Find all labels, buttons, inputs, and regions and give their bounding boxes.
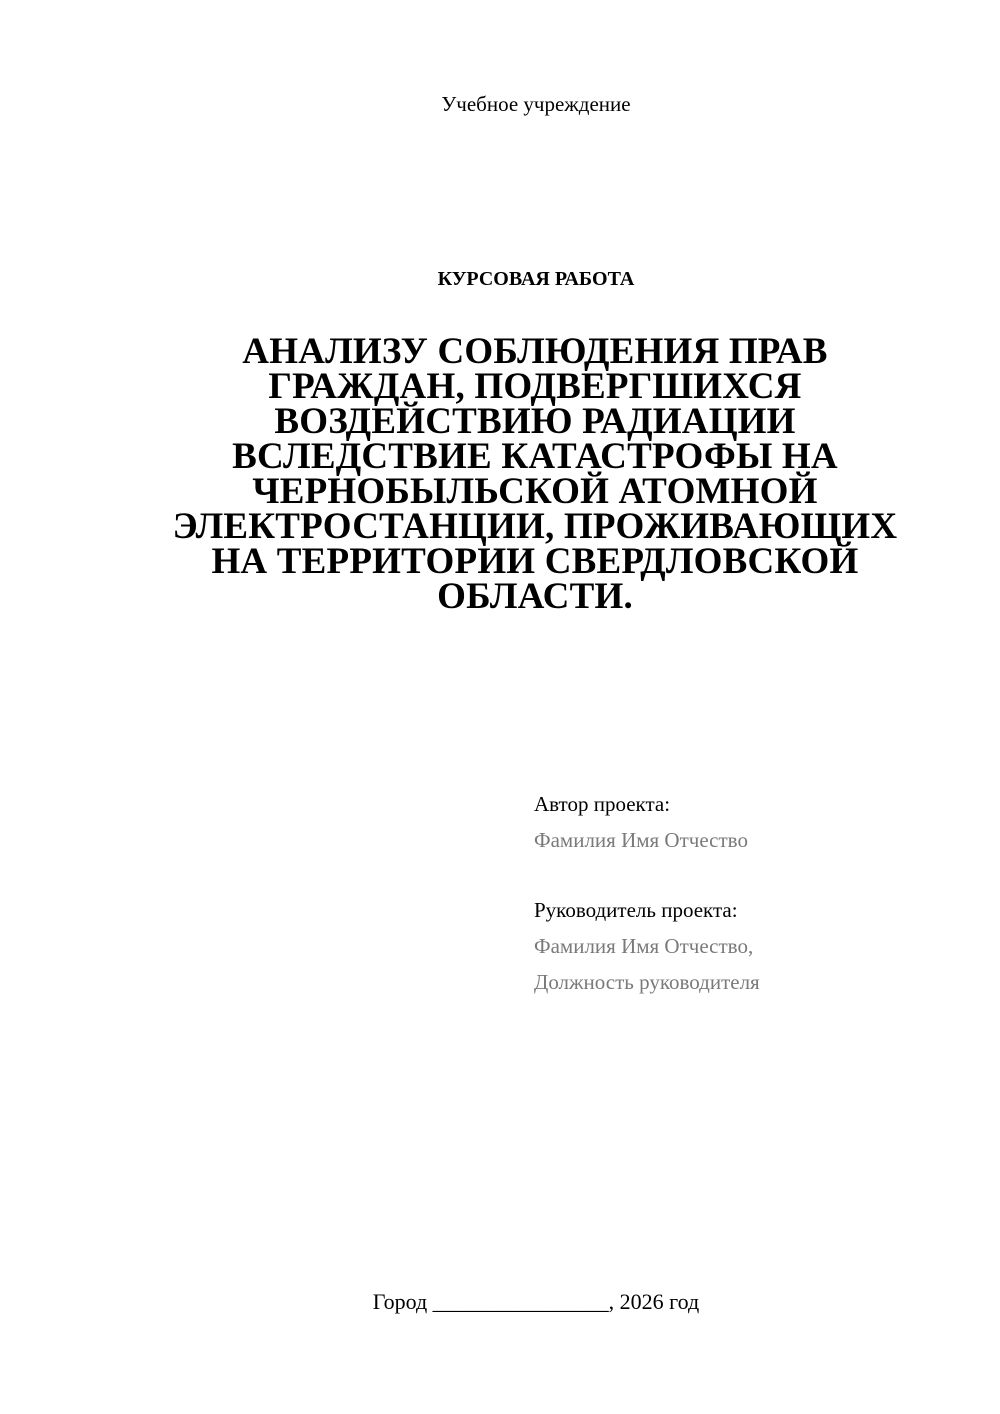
work-title-line: ОБЛАСТИ. [437,576,633,617]
author-name: Фамилия Имя Отчество [534,828,748,852]
work-title [150,331,920,617]
city-year-line: Город ________________, 2026 год [372,1289,700,1314]
supervisor-name: Фамилия Имя Отчество, [534,934,754,958]
work-type-heading: КУРСОВАЯ РАБОТА [437,268,635,290]
author-block [534,786,748,858]
work-title-line: НА ТЕРРИТОРИИ СВЕРДЛОВСКОЙ [211,541,859,582]
work-title-line: АНАЛИЗУ СОБЛЮДЕНИЯ ПРАВ [242,331,828,372]
supervisor-label: Руководитель проекта: [534,898,738,922]
supervisor-block [534,892,760,1000]
supervisor-position: Должность руководителя [534,970,760,994]
work-title-line: ЧЕРНОБЫЛЬСКОЙ АТОМНОЙ [252,471,818,512]
work-title-line: ВОЗДЕЙСТВИЮ РАДИАЦИИ [274,401,796,442]
institution-name: Учебное учреждение [441,92,631,116]
work-title-line: ВСЛЕДСТВИЕ КАТАСТРОФЫ НА [232,436,838,477]
author-label: Автор проекта: [534,792,671,816]
work-title-line: ГРАЖДАН, ПОДВЕРГШИХСЯ [268,366,802,407]
work-title-line: ЭЛЕКТРОСТАНЦИИ, ПРОЖИВАЮЩИХ [172,506,898,547]
